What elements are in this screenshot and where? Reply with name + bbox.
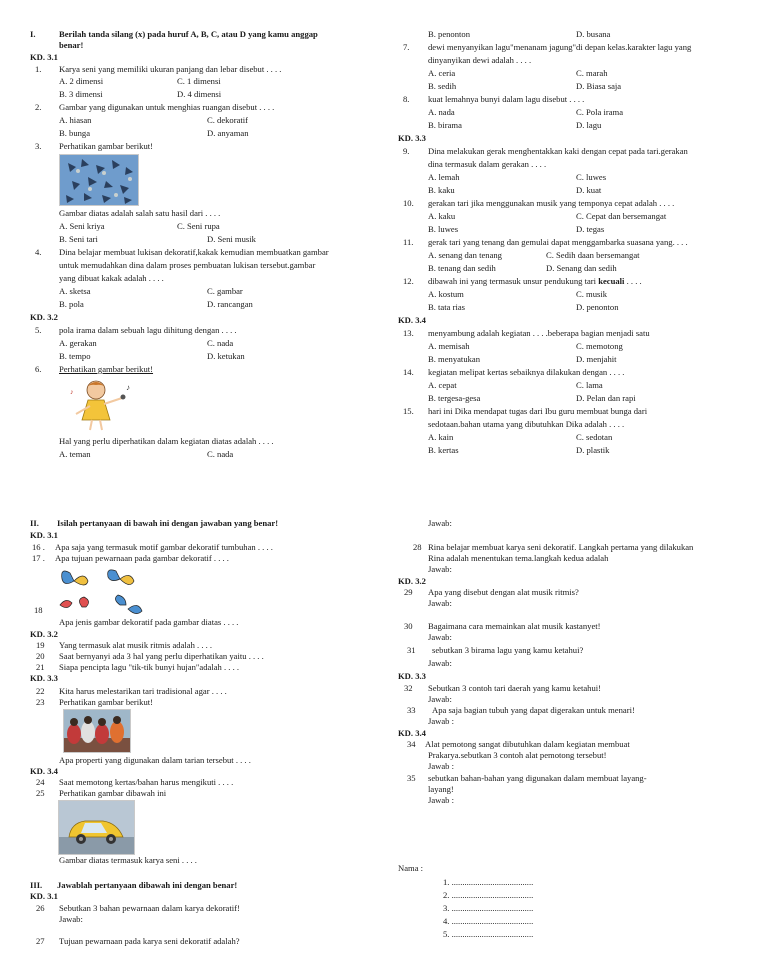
question-text: Alat pemotong sangat dibutuhkan dalam kegiatan membuat xyxy=(425,739,630,749)
option-d[interactable]: D. menjahit xyxy=(576,354,617,364)
question-text-cont: Prakarya.sebutkan 3 contoh alat pemotong tersebut! xyxy=(428,750,607,760)
question-number: 29 xyxy=(404,587,413,597)
question-text-cont: yang dibuat kakak adalah . . . . xyxy=(59,273,164,283)
option-b[interactable]: B. bunga xyxy=(59,128,91,138)
kd-label: KD. 3.3 xyxy=(398,671,426,681)
singing-girl-image xyxy=(66,376,136,432)
question-number: 17 . xyxy=(32,553,45,563)
section-1-title-cont: benar! xyxy=(59,40,84,50)
name-line[interactable]: 4. ...................................... xyxy=(443,916,534,926)
name-line[interactable]: 1. ...................................... xyxy=(443,877,534,887)
question-text: hari ini Dika mendapat tugas dari Ibu guru membuat bunga dari xyxy=(428,406,648,416)
option-d[interactable]: D. anyaman xyxy=(207,128,249,138)
kd-label: KD. 3.1 xyxy=(30,891,58,901)
question-text-cont: Rina adalah menentukan tema.langkah kedua adalah xyxy=(428,553,609,563)
question-text: gerak tari yang tenang dan gemulai dapat menggambarka suasana yang. . . . xyxy=(428,237,688,247)
question-number: 3. xyxy=(35,141,42,151)
answer-label: Jawab : xyxy=(428,795,455,805)
question-text: Karya seni yang memiliki ukuran panjang dan lebar disebut . . . . xyxy=(59,64,282,74)
kd-label: KD. 3.4 xyxy=(30,766,58,776)
question-number: 30 xyxy=(404,621,413,631)
question-text-cont: dinyanyikan dewi adalah . . . . xyxy=(428,55,532,65)
question-number: 28 xyxy=(413,542,422,552)
question-number: 19 xyxy=(36,640,45,650)
question-text: Apa properti yang digunakan dalam tarian tersebut . . . . xyxy=(59,755,251,765)
option-b[interactable]: B. birama xyxy=(428,120,462,130)
option-b[interactable]: B. tempo xyxy=(59,351,91,361)
question-number: 7. xyxy=(403,42,410,52)
question-text-main: dibawah ini yang termasuk unsur pendukung tari xyxy=(428,276,597,286)
question-number: 8. xyxy=(403,94,410,104)
option-c[interactable]: C. memotong xyxy=(576,341,623,351)
kd-label: KD. 3.4 xyxy=(398,728,426,738)
dancers-photo xyxy=(63,709,131,753)
answer-label: Jawab: xyxy=(428,658,452,668)
option-b[interactable]: B. Seni tari xyxy=(59,234,98,244)
question-text: Sebutkan 3 bahan pewarnaan dalam karya dekoratif! xyxy=(59,903,240,913)
option-c[interactable]: C. gambar xyxy=(207,286,243,296)
option-d[interactable]: D. kuat xyxy=(576,185,602,195)
option-a[interactable]: A. 2 dimensi xyxy=(59,76,104,86)
question-number: 20 xyxy=(36,651,45,661)
option-a[interactable]: A. sketsa xyxy=(59,286,91,296)
option-a[interactable]: A. memisah xyxy=(428,341,470,351)
section-2-title: Isilah pertanyaan di bawah ini dengan jawaban yang benar! xyxy=(57,518,279,528)
option-b[interactable]: B. luwes xyxy=(428,224,459,234)
section-1-title: Berilah tanda silang (x) pada huruf A, B, C, atau D yang kamu anggap xyxy=(59,29,318,39)
option-b[interactable]: B. 3 dimensi xyxy=(59,89,103,99)
question-text: kegiatan melipat kertas sebaiknya dilakukan dengan . . . . xyxy=(428,367,625,377)
toy-car-photo xyxy=(58,800,135,855)
question-text: Gambar yang digunakan untuk menghias ruangan disebut . . . . xyxy=(59,102,275,112)
question-number: 31 xyxy=(407,645,416,655)
question-text-cont: sedotaan.bahan utama yang dibutuhkan Dika adalah . . . . xyxy=(428,419,625,429)
section-3-number: III. xyxy=(30,880,43,890)
question-number: 2. xyxy=(35,102,42,112)
question-text: menyambung adalah kegiatan . . . .beberapa bagian menjadi satu xyxy=(428,328,650,338)
question-text-end: . . . . xyxy=(624,276,642,286)
question-number: 21 xyxy=(36,662,45,672)
option-d[interactable]: D. Seni musik xyxy=(207,234,256,244)
option-a[interactable]: A. cepat xyxy=(428,380,457,390)
question-number: 35 xyxy=(407,773,416,783)
option-a[interactable]: A. hiasan xyxy=(59,115,92,125)
question-text: Apa jenis gambar dekoratif pada gambar diatas . . . . xyxy=(59,617,239,627)
question-number: 15. xyxy=(403,406,414,416)
option-c[interactable]: C. luwes xyxy=(576,172,607,182)
question-number: 25 xyxy=(36,788,45,798)
question-number: 4. xyxy=(35,247,42,257)
question-text-cont: dina termasuk dalam gerakan . . . . xyxy=(428,159,547,169)
question-text: Apa tujuan pewarnaan pada gambar dekoratif . . . . xyxy=(55,553,229,563)
section-1-number: I. xyxy=(30,29,36,39)
question-text: Dina melakukan gerak menghentakkan kaki dengan cepat pada tari.gerakan xyxy=(428,146,688,156)
option-b[interactable]: B. menyatukan xyxy=(428,354,481,364)
question-number: 24 xyxy=(36,777,45,787)
option-d[interactable]: D. ketukan xyxy=(207,351,245,361)
option-d[interactable]: D. lagu xyxy=(576,120,602,130)
kd-label: KD. 3.1 xyxy=(30,52,58,62)
question-text: dewi menyanyikan lagu"menanam jagung"di depan kelas.karakter lagu yang xyxy=(428,42,692,52)
option-c[interactable]: C. marah xyxy=(576,68,608,78)
option-a[interactable]: A. ceria xyxy=(428,68,456,78)
option-a[interactable]: A. kain xyxy=(428,432,454,442)
answer-label: Jawab: xyxy=(428,518,452,528)
question-text: Bagaimana cara memainkan alat musik kastanyet! xyxy=(428,621,601,631)
option-c[interactable]: C. lama xyxy=(576,380,603,390)
question-number: 11. xyxy=(403,237,414,247)
answer-label: Jawab: xyxy=(428,564,452,574)
question-text: Saat memotong kertas/bahan harus mengikuti . . . . xyxy=(59,777,234,787)
answer-label: Jawab: xyxy=(428,632,452,642)
name-line[interactable]: 2. ...................................... xyxy=(443,890,534,900)
question-number: 12. xyxy=(403,276,414,286)
question-number: 26 xyxy=(36,903,45,913)
option-b[interactable]: B. tata rias xyxy=(428,302,465,312)
question-number: 13. xyxy=(403,328,414,338)
question-number: 14. xyxy=(403,367,414,377)
question-text: Rina belajar membuat karya seni dekoratif. Langkah pertama yang dilakukan xyxy=(428,542,694,552)
question-text: Sebutkan 3 contoh tari daerah yang kamu ketahui! xyxy=(428,683,602,693)
question-number: 32 xyxy=(404,683,413,693)
option-c[interactable]: C. sedotan xyxy=(576,432,613,442)
option-b[interactable]: B. kertas xyxy=(428,445,459,455)
option-b[interactable]: B. tergesa-gesa xyxy=(428,393,481,403)
question-number: 6. xyxy=(35,364,42,374)
question-text-cont: untuk memudahkan dina dalam proses pembuatan lukisan tersebut.gambar xyxy=(59,260,316,270)
answer-label: Jawab : xyxy=(428,761,455,771)
option-d[interactable]: D. busana xyxy=(576,29,611,39)
question-text: Hal yang perlu diperhatikan dalam kegiatan diatas adalah . . . . xyxy=(59,436,274,446)
option-c[interactable]: C. Seni rupa xyxy=(177,221,220,231)
question-number: 33 xyxy=(407,705,416,715)
question-text: Perhatikan gambar dibawah ini xyxy=(59,788,167,798)
option-d[interactable]: D. plastik xyxy=(576,445,610,455)
butterflies-image xyxy=(58,565,146,617)
option-d[interactable]: D. rancangan xyxy=(207,299,253,309)
question-text: Kita harus melestarikan tari tradisional agar . . . . xyxy=(59,686,227,696)
question-text: Siapa pencipta lagu "tik-tik bunyi hujan"adalah . . . . xyxy=(59,662,240,672)
answer-label: Jawab : xyxy=(428,716,455,726)
name-line[interactable]: 3. ...................................... xyxy=(443,903,534,913)
question-text: Perhatikan gambar berikut! xyxy=(59,364,154,374)
question-text xyxy=(428,276,642,286)
option-d[interactable]: D. penonton xyxy=(576,302,619,312)
section-3-title: Jawablah pertanyaan dibawah ini dengan benar! xyxy=(57,880,238,890)
question-text-cont: layang! xyxy=(428,784,454,794)
question-text: Apa saja yang termasuk motif gambar dekoratif tumbuhan . . . . xyxy=(55,542,273,552)
option-b[interactable]: B. kaku xyxy=(428,185,455,195)
option-d[interactable]: D. 4 dimensi xyxy=(177,89,222,99)
kd-label: KD. 3.2 xyxy=(30,312,58,322)
option-c[interactable]: C. dekoratif xyxy=(207,115,249,125)
option-b[interactable]: B. pola xyxy=(59,299,84,309)
question-number: 22 xyxy=(36,686,45,696)
question-text: Tujuan pewarnaan pada karya seni dekoratif adalah? xyxy=(59,936,240,946)
kd-label: KD. 3.3 xyxy=(30,673,58,683)
emphasis-kecuali: kecuali xyxy=(598,276,625,286)
decorative-butterfly-image xyxy=(59,154,139,206)
option-b[interactable]: B. sedih xyxy=(428,81,457,91)
answer-label: Jawab: xyxy=(428,598,452,608)
option-a[interactable]: A. lemah xyxy=(428,172,460,182)
name-label: Nama : xyxy=(398,863,424,873)
option-d[interactable]: D. Biasa saja xyxy=(576,81,622,91)
question-text: Perhatikan gambar berikut! xyxy=(59,141,154,151)
question-text: Apa yang disebut dengan alat musik ritmis? xyxy=(428,587,579,597)
kd-label: KD. 3.3 xyxy=(398,133,426,143)
option-d[interactable]: D. Pelan dan rapi xyxy=(576,393,636,403)
question-text: sebutkan 3 birama lagu yang kamu ketahui? xyxy=(432,645,584,655)
question-text: Gambar diatas adalah salah satu hasil dari . . . . xyxy=(59,208,221,218)
name-line[interactable]: 5. ...................................... xyxy=(443,929,534,939)
question-text: Apa saja bagian tubuh yang dapat digerakan untuk menari! xyxy=(432,705,635,715)
option-d[interactable]: D. Senang dan sedih xyxy=(546,263,617,273)
kd-label: KD. 3.4 xyxy=(398,315,426,325)
option-c[interactable]: C. nada xyxy=(207,338,234,348)
question-number: 27 xyxy=(36,936,45,946)
question-number: 23 xyxy=(36,697,45,707)
question-number: 18 xyxy=(34,605,43,615)
option-b[interactable]: B. tenang dan sedih xyxy=(428,263,496,273)
option-b[interactable]: B. penonton xyxy=(428,29,471,39)
section-2-number: II. xyxy=(30,518,39,528)
answer-label: Jawab: xyxy=(428,694,452,704)
question-number: 10. xyxy=(403,198,414,208)
option-a[interactable]: A. teman xyxy=(59,449,91,459)
svg-text:♪: ♪ xyxy=(70,388,74,396)
kd-label: KD. 3.1 xyxy=(30,530,58,540)
option-a[interactable]: A. Seni kriya xyxy=(59,221,105,231)
option-c[interactable]: C. musik xyxy=(576,289,608,299)
question-text: pola irama dalam sebuah lagu dihitung dengan . . . . xyxy=(59,325,237,335)
option-a[interactable]: A. kostum xyxy=(428,289,464,299)
question-text: Dina belajar membuat lukisan dekoratif,kakak kemudian membuatkan gambar xyxy=(59,247,329,257)
option-a[interactable]: A. gerakan xyxy=(59,338,97,348)
option-d[interactable]: D. tegas xyxy=(576,224,605,234)
question-number: 9. xyxy=(403,146,410,156)
option-a[interactable]: A. nada xyxy=(428,107,455,117)
question-text: Saat bernyanyi ada 3 hal yang perlu diperhatikan yaitu . . . . xyxy=(59,651,264,661)
question-text: kuat lemahnya bunyi dalam lagu disebut . . . . xyxy=(428,94,585,104)
kd-label: KD. 3.2 xyxy=(30,629,58,639)
question-number: 16 . xyxy=(32,542,45,552)
question-number: 34 xyxy=(407,739,416,749)
question-text: sebutkan bahan-bahan yang digunakan dalam membuat layang- xyxy=(428,773,647,783)
option-c[interactable]: C. Sedih daan bersemangat xyxy=(546,250,640,260)
option-a[interactable]: A. kaku xyxy=(428,211,456,221)
question-text: gerakan tari jika menggunakan musik yang temponya cepat adalah . . . . xyxy=(428,198,675,208)
question-text: Gambar diatas termasuk karya seni . . . . xyxy=(59,855,197,865)
question-number: 5. xyxy=(35,325,42,335)
question-text: Perhatikan gambar berikut! xyxy=(59,697,154,707)
option-c[interactable]: C. Cepat dan bersemangat xyxy=(576,211,667,221)
option-c[interactable]: C. nada xyxy=(207,449,234,459)
question-text: Yang termasuk alat musik ritmis adalah . . . . xyxy=(59,640,213,650)
option-a[interactable]: A. senang dan tenang xyxy=(428,250,502,260)
question-number: 1. xyxy=(35,64,42,74)
option-c[interactable]: C. 1 dimensi xyxy=(177,76,221,86)
svg-text:♪: ♪ xyxy=(126,383,130,392)
option-c[interactable]: C. Pola irama xyxy=(576,107,624,117)
kd-label: KD. 3.2 xyxy=(398,576,426,586)
answer-label: Jawab: xyxy=(59,914,83,924)
